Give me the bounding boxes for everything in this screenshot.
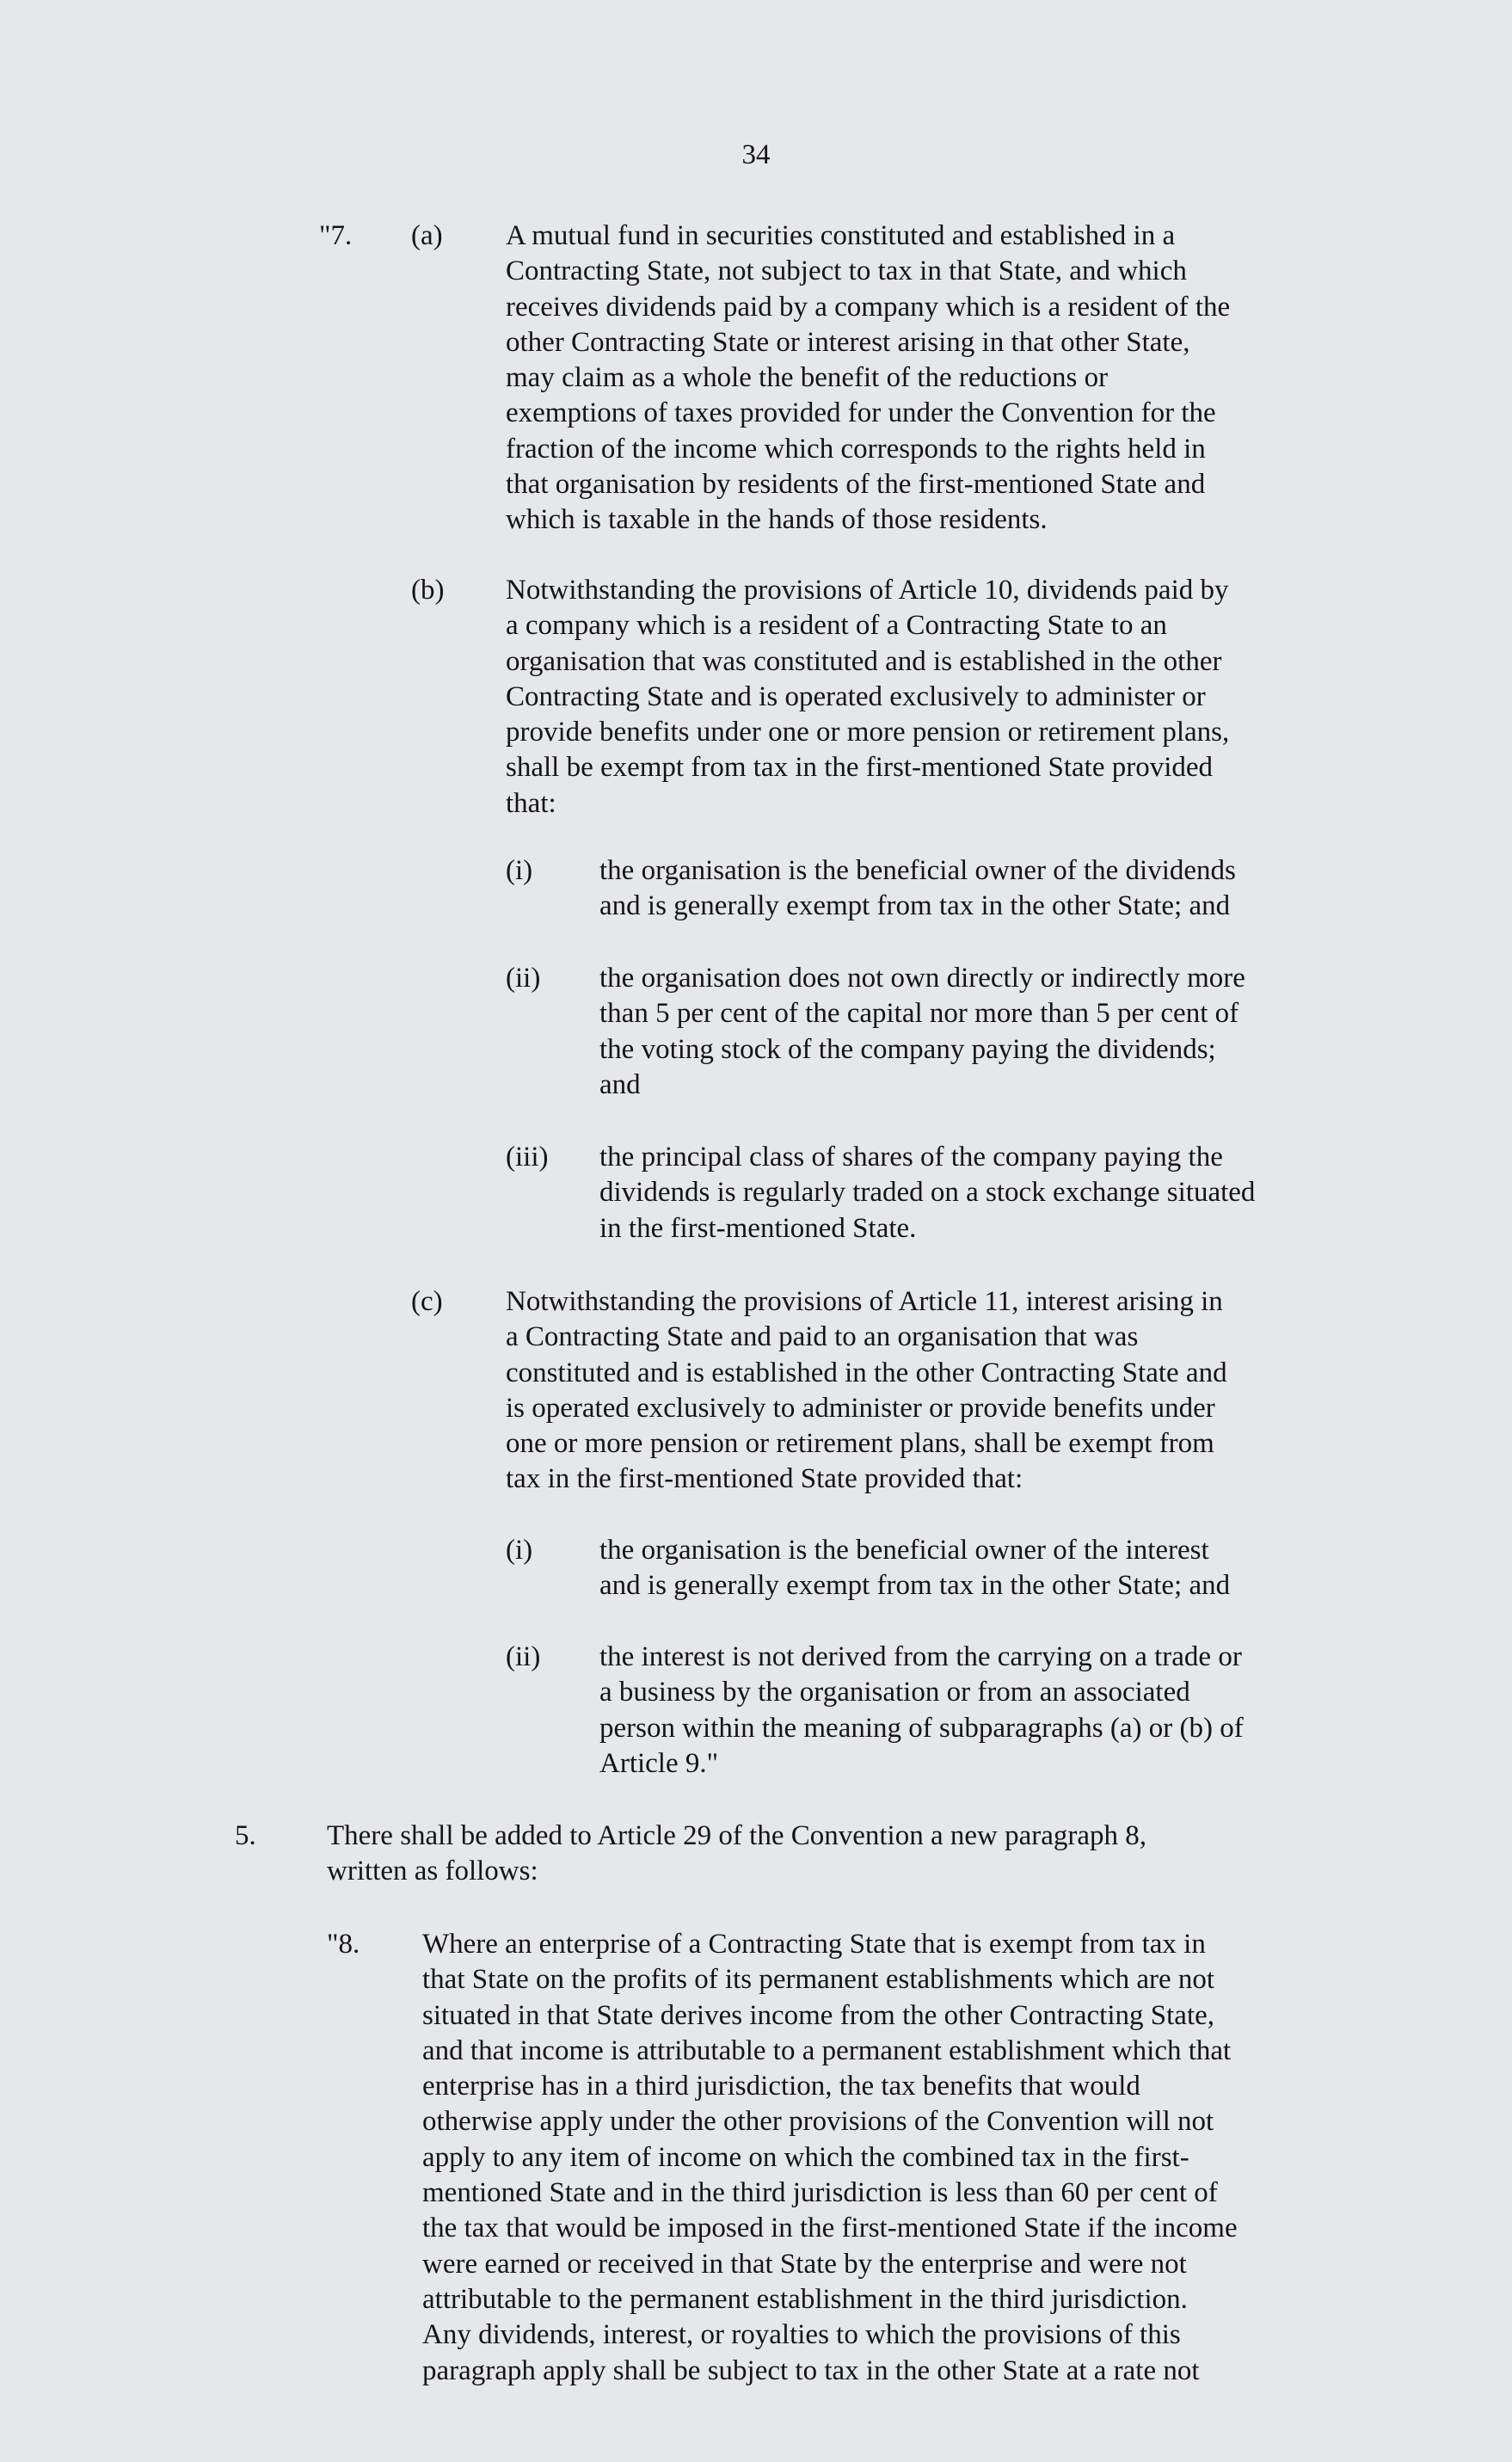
clause-label: (iii): [506, 1142, 549, 1173]
text-line: the principal class of shares of the company paying the: [599, 1142, 1223, 1173]
subparagraph-text: [506, 573, 1229, 822]
text-line: that organisation by residents of the first-mentioned State and: [506, 469, 1206, 501]
clause-text: [599, 853, 1236, 925]
text-line: attributable to the permanent establishment in the third jurisdiction.: [422, 2283, 1188, 2315]
text-line: other Contracting State or interest arising in that other State,: [506, 326, 1190, 358]
text-line: and: [599, 1068, 641, 1100]
paragraph-text: [422, 1927, 1238, 2389]
text-line: fraction of the income which corresponds to the rights held in: [506, 433, 1206, 465]
subparagraph-label: (b): [411, 575, 445, 606]
clause-label: (ii): [506, 963, 541, 994]
text-line: Notwithstanding the provisions of Article 11, interest arising in: [506, 1286, 1223, 1317]
text-line: the organisation is the beneficial owner of the dividends: [599, 855, 1236, 886]
paragraph-marker: "8.: [327, 1929, 360, 1960]
text-line: a Contracting State and paid to an organisation that was: [506, 1321, 1139, 1353]
text-line: and is generally exempt from tax in the other State; and: [599, 890, 1231, 922]
subparagraph-text: [506, 1284, 1227, 1498]
text-line: in the first-mentioned State.: [599, 1212, 917, 1244]
text-line: provide benefits under one or more pension or retirement plans,: [506, 717, 1230, 748]
clause-label: (i): [506, 855, 533, 886]
subparagraph-label: (c): [411, 1286, 443, 1317]
text-line: the tax that would be imposed in the first-mentioned State if the income: [422, 2213, 1238, 2244]
text-line: otherwise apply under the other provisions of the Convention will not: [422, 2106, 1214, 2138]
text-line: Where an enterprise of a Contracting State that is exempt from tax in: [422, 1929, 1206, 1960]
text-line: A mutual fund in securities constituted and established in a: [506, 220, 1176, 251]
text-line: a business by the organisation or from an associated: [599, 1677, 1190, 1708]
text-line: a company which is a resident of a Contracting State to an: [506, 610, 1167, 642]
text-line: and is generally exempt from tax in the other State; and: [599, 1570, 1231, 1602]
page-number: 34: [741, 139, 771, 170]
item-text: [327, 1819, 1146, 1890]
text-line: constituted and is established in the other Contracting State and: [506, 1357, 1227, 1388]
text-line: Contracting State, not subject to tax in that State, and which: [506, 255, 1187, 287]
item-label: 5.: [235, 1820, 256, 1851]
text-line: written as follows:: [327, 1856, 538, 1887]
subparagraph-text: [506, 219, 1230, 539]
text-line: person within the meaning of subparagraphs (a) or (b) of: [599, 1712, 1244, 1744]
text-line: shall be exempt from tax in the first-mentioned State provided: [506, 752, 1214, 784]
clause-text: [599, 1533, 1230, 1604]
text-line: mentioned State and in the third jurisdiction is less than 60 per cent of: [422, 2177, 1218, 2209]
clause-text: [599, 1640, 1244, 1782]
text-line: apply to any item of income on which the combined tax in the first-: [422, 2141, 1189, 2173]
text-line: one or more pension or retirement plans, shall be exempt from: [506, 1428, 1214, 1460]
text-line: which is taxable in the hands of those residents.: [506, 504, 1048, 536]
clause-text: [599, 1140, 1255, 1246]
text-line: that:: [506, 787, 556, 819]
text-line: paragraph apply shall be subject to tax in the other State at a rate not: [422, 2354, 1200, 2386]
text-line: situated in that State derives income from the other Contracting State,: [422, 1999, 1215, 2031]
text-line: the organisation does not own directly or indirectly more: [599, 963, 1245, 994]
text-line: may claim as a whole the benefit of the reductions or: [506, 362, 1109, 394]
text-line: tax in the first-mentioned State provided that:: [506, 1463, 1023, 1495]
text-line: were earned or received in that State by the enterprise and were not: [422, 2248, 1187, 2280]
text-line: the interest is not derived from the carrying on a trade or: [599, 1641, 1242, 1672]
text-line: the organisation is the beneficial owner of the interest: [599, 1535, 1209, 1566]
clause-text: [599, 961, 1245, 1103]
text-line: Contracting State and is operated exclusively to administer or: [506, 680, 1206, 712]
text-line: receives dividends paid by a company which is a resident of the: [506, 291, 1231, 323]
text-line: Notwithstanding the provisions of Article 10, dividends paid by: [506, 575, 1229, 606]
text-line: Any dividends, interest, or royalties to which the provisions of this: [422, 2319, 1181, 2351]
clause-label: (ii): [506, 1641, 541, 1672]
subparagraph-label: (a): [411, 220, 443, 251]
text-line: and that income is attributable to a permanent establishment which that: [422, 2034, 1232, 2066]
clause-label: (i): [506, 1535, 533, 1566]
text-line: enterprise has in a third jurisdiction, the tax benefits that would: [422, 2071, 1140, 2102]
paragraph-marker: "7.: [319, 220, 353, 251]
text-line: the voting stock of the company paying the dividends;: [599, 1033, 1216, 1065]
text-line: dividends is regularly traded on a stock exchange situated: [599, 1177, 1256, 1209]
text-line: There shall be added to Article 29 of the Convention a new paragraph 8,: [327, 1820, 1147, 1851]
text-line: organisation that was constituted and is established in the other: [506, 645, 1222, 677]
text-line: than 5 per cent of the capital nor more than 5 per cent of: [599, 998, 1239, 1030]
text-line: that State on the profits of its permanent establishments which are not: [422, 1964, 1215, 1996]
text-line: exemptions of taxes provided for under the Convention for the: [506, 397, 1216, 429]
text-line: is operated exclusively to administer or provide benefits under: [506, 1392, 1215, 1424]
text-line: Article 9.": [599, 1747, 719, 1779]
